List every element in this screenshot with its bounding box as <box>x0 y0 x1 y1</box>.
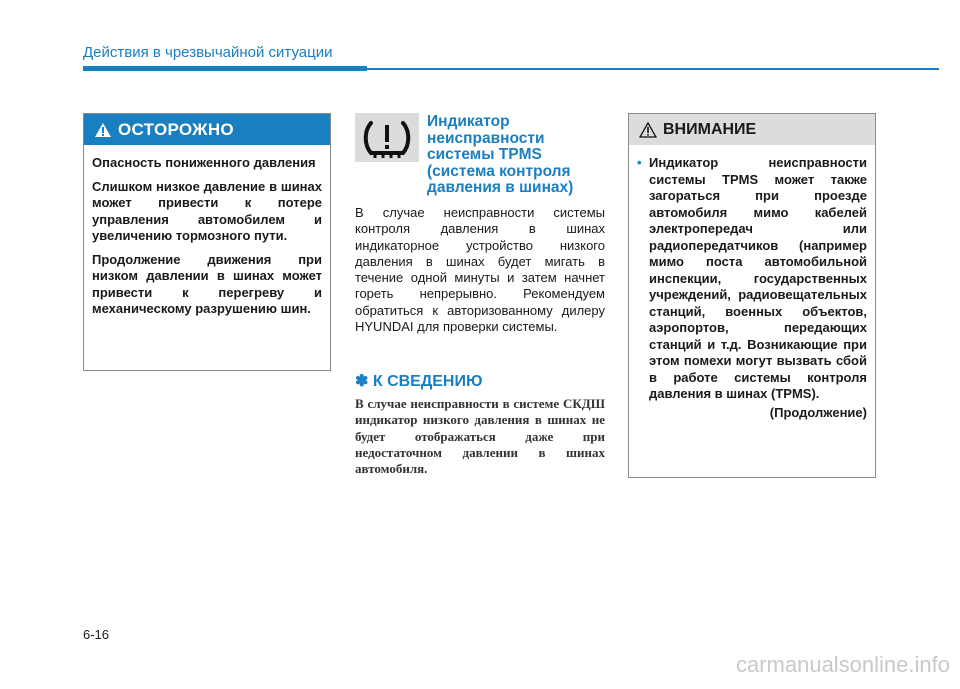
page-number: 6-16 <box>83 627 110 642</box>
warning-body <box>84 145 330 331</box>
warning-triangle-icon <box>94 122 112 138</box>
caution-box <box>628 113 876 478</box>
warning-paragraph: Опасность пониженного давления <box>92 155 316 170</box>
info-body: В случае неисправности в системе СКДШ индикатор низкого давления в шинах не будет отображаться даже при недостаточном давлении в шинах автомобиля. <box>355 396 605 477</box>
caution-body <box>629 145 875 425</box>
caution-triangle-icon <box>639 122 657 138</box>
warning-title: ОСТОРОЖНО <box>118 119 234 139</box>
tpms-warning-icon <box>361 117 413 159</box>
warning-paragraph: Продолжение движения при низком давлении в шинах может привести к перегреву и механическому разрушению шин. <box>92 251 322 316</box>
warning-box <box>83 113 331 371</box>
bullet-icon: • <box>637 155 642 170</box>
section-header-title: Действия в чрезвычайной ситуации <box>83 44 333 61</box>
header-rule-thick <box>83 66 367 71</box>
caution-item-text: Индикатор неисправности системы TPMS может также загораться при проезде автомобиля мимо кабелей электропередач или радиопередатчиков (например мимо поста автомобильной инспекции, государственных учреждений, радиовещательных станций, военных объектов, аэропортов, передающих станций и т.д. Возникающие при этом помехи могут вызвать сбой в работе системы контроля давления в шинах (TPMS). <box>649 155 867 401</box>
continued-label: (Продолжение) <box>769 404 867 420</box>
tpms-section-title: Индикатор неисправности системы TPMS (система контроля давления в шинах) <box>427 113 574 196</box>
warning-header <box>84 114 330 145</box>
caution-list-item <box>637 155 867 403</box>
watermark: carmanualsonline.info <box>735 652 950 677</box>
caution-header <box>629 114 875 145</box>
header-rule-thin <box>367 68 939 70</box>
tpms-icon-box <box>355 113 419 162</box>
caution-title: ВНИМАНИЕ <box>663 120 757 138</box>
warning-paragraph: Слишком низкое давление в шинах может привести к потере управления автомобилем и увеличению тормозного пути. <box>92 178 322 243</box>
info-title: ✽ К СВЕДЕНИЮ <box>355 373 483 390</box>
tpms-section-body: В случае неисправности системы контроля давления в шинах индикаторное устройство низкого давления в шинах будет мигать в течение одной минуты и затем начнет гореть непрерывно. Рекомендуем обратиться к авторизованному дилеру HYUNDAI для проверки системы. <box>355 205 605 335</box>
